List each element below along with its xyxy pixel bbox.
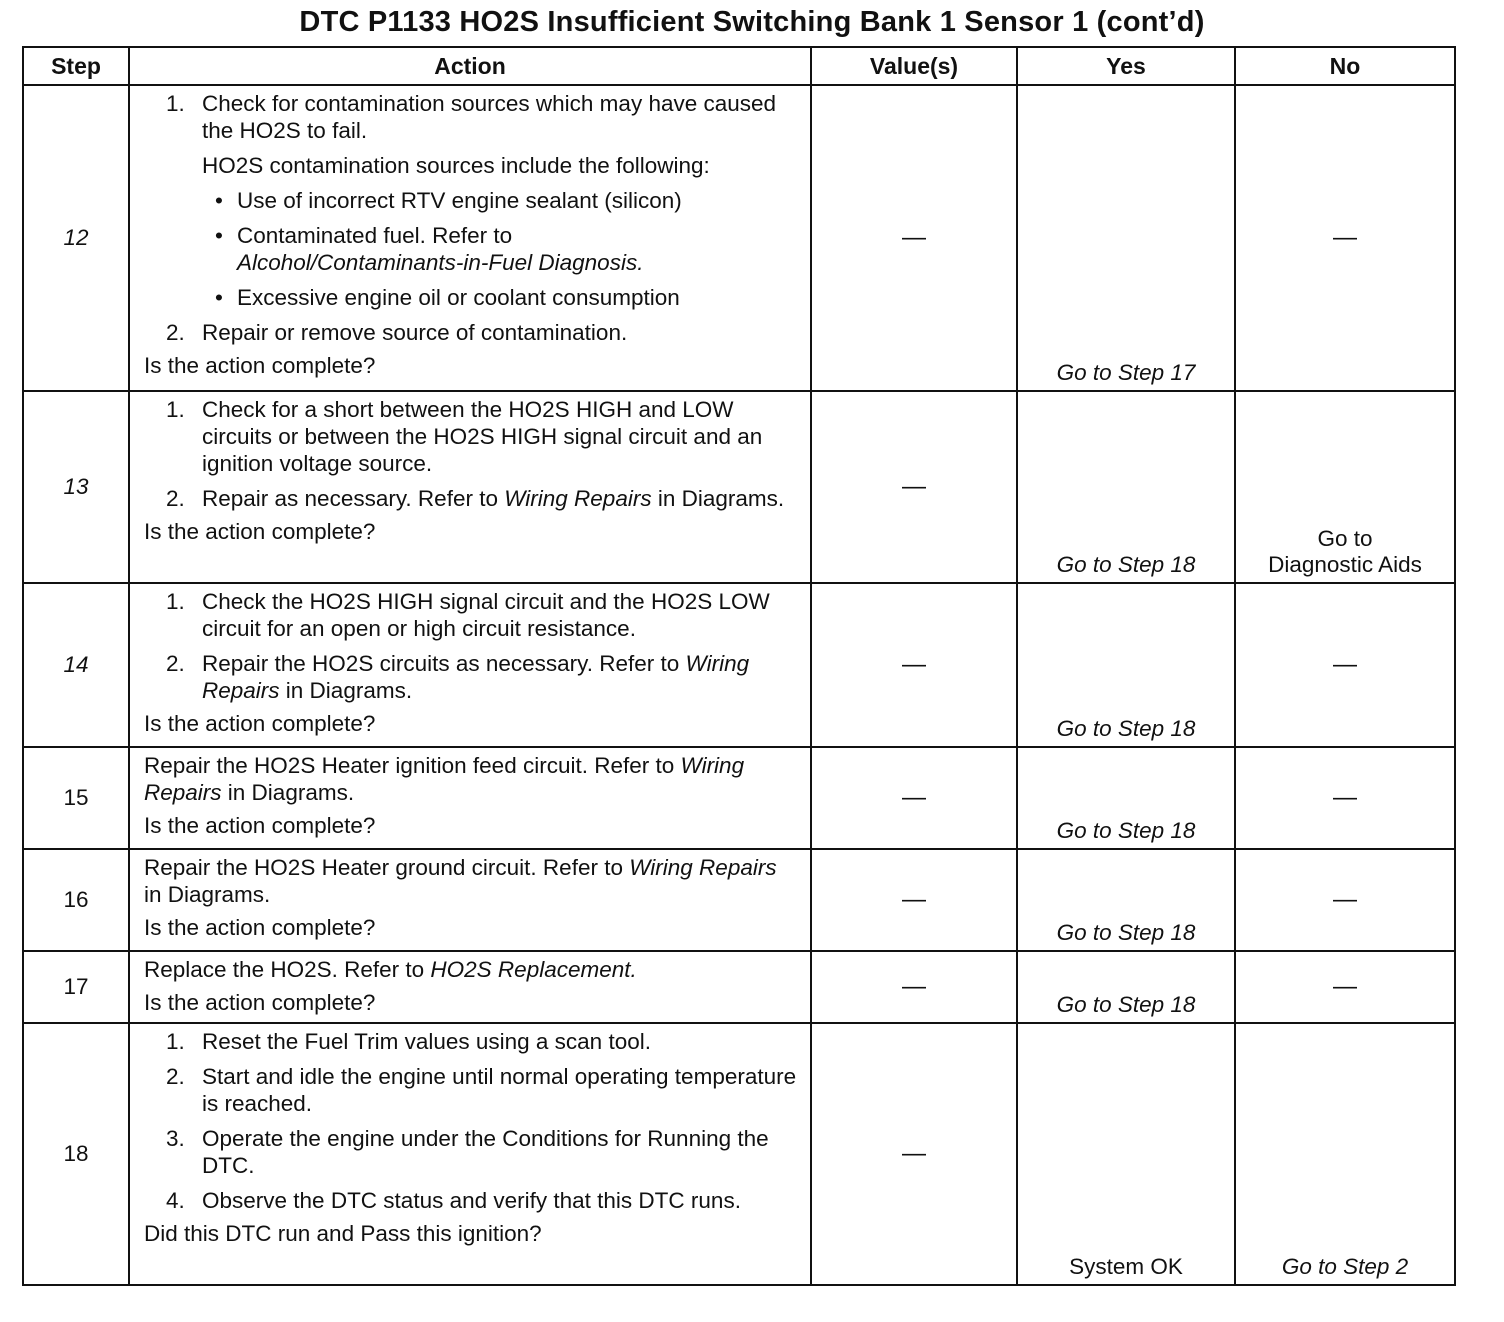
step-number: 18 xyxy=(23,1023,129,1285)
reference-link: HO2S Replacement. xyxy=(430,957,637,982)
value-cell: — xyxy=(811,1023,1017,1285)
no-cell: — xyxy=(1235,747,1455,849)
no-cell: — xyxy=(1235,583,1455,747)
no-cell: — xyxy=(1235,849,1455,951)
action-cell xyxy=(129,849,811,951)
value-cell: — xyxy=(811,747,1017,849)
value-cell: — xyxy=(811,391,1017,583)
action-cell xyxy=(129,1023,811,1285)
action-cell xyxy=(129,583,811,747)
table-row xyxy=(23,1023,1455,1285)
yes-cell: System OK xyxy=(1017,1023,1235,1285)
no-cell: — xyxy=(1235,85,1455,391)
header-values: Value(s) xyxy=(811,47,1017,85)
reference-link: Wiring Repairs xyxy=(504,486,652,511)
bullet-item: • Excessive engine oil or coolant consumption xyxy=(215,285,680,310)
yes-cell: Go to Step 18 xyxy=(1017,747,1235,849)
reference-link: Wiring Repairs xyxy=(144,753,745,805)
no-line: Go to xyxy=(1317,526,1373,551)
header-no: No xyxy=(1235,47,1455,85)
table-row xyxy=(23,583,1455,747)
header-row xyxy=(23,47,1455,85)
yes-cell: Go to Step 18 xyxy=(1017,849,1235,951)
no-cell: — xyxy=(1235,951,1455,1023)
action-item: 1. Check for contamination sources which may have caused the HO2S to fail. xyxy=(166,91,777,143)
page-title: DTC P1133 HO2S Insufficient Switching Bank 1 Sensor 1 (cont’d) xyxy=(299,6,1205,38)
action-cell xyxy=(129,747,811,849)
value-cell: — xyxy=(811,951,1017,1023)
action-text: Repair the HO2S Heater ignition feed circuit. Refer to Wiring Repairs in Diagrams. xyxy=(144,753,745,805)
step-number: 16 xyxy=(23,849,129,951)
action-item: 1. Check the HO2S HIGH signal circuit and the HO2S LOW circuit for an open or high circuit resistance. xyxy=(166,589,770,641)
action-cell xyxy=(129,391,811,583)
table-row xyxy=(23,85,1455,391)
table-row xyxy=(23,849,1455,951)
reference-link: Alcohol/Contaminants-in-Fuel Diagnosis. xyxy=(237,250,644,275)
action-item: 2. Start and idle the engine until normal operating temperature is reached. xyxy=(166,1064,797,1116)
action-question: Is the action complete? xyxy=(144,990,376,1015)
action-question: Is the action complete? xyxy=(144,711,376,736)
action-item: 4. Observe the DTC status and verify that this DTC runs. xyxy=(166,1188,741,1213)
action-item: 1. Check for a short between the HO2S HIGH and LOW circuits or between the HO2S HIGH signal circuit and an ignition voltage source. xyxy=(166,397,763,476)
action-question: Is the action complete? xyxy=(144,519,376,544)
action-note: HO2S contamination sources include the following: xyxy=(202,153,710,178)
action-question: Is the action complete? xyxy=(144,813,376,838)
action-item: 1. Reset the Fuel Trim values using a scan tool. xyxy=(166,1029,651,1054)
action-item: 3. Operate the engine under the Conditions for Running the DTC. xyxy=(166,1126,769,1178)
reference-link: Wiring Repairs xyxy=(629,855,777,880)
step-number: 15 xyxy=(23,747,129,849)
value-cell: — xyxy=(811,583,1017,747)
action-question: Is the action complete? xyxy=(144,353,376,378)
action-item: 2. Repair the HO2S circuits as necessary. Refer to Wiring Repairs in Diagrams. xyxy=(166,651,750,703)
reference-link: Wiring Repairs xyxy=(202,651,750,703)
yes-cell: Go to Step 18 xyxy=(1017,951,1235,1023)
bullet-item: • Use of incorrect RTV engine sealant (silicon) xyxy=(215,188,682,213)
table-row xyxy=(23,391,1455,583)
header-action: Action xyxy=(129,47,811,85)
action-item: 2. Repair as necessary. Refer to Wiring Repairs in Diagrams. xyxy=(166,486,785,511)
action-text: Replace the HO2S. Refer to HO2S Replacement. xyxy=(144,957,637,982)
action-cell xyxy=(129,951,811,1023)
action-cell xyxy=(129,85,811,391)
no-cell xyxy=(1235,391,1455,583)
step-number: 14 xyxy=(23,583,129,747)
yes-cell: Go to Step 17 xyxy=(1017,85,1235,391)
table-row xyxy=(23,747,1455,849)
value-cell: — xyxy=(811,85,1017,391)
step-number: 13 xyxy=(23,391,129,583)
action-text: Repair the HO2S Heater ground circuit. Refer to Wiring Repairs in Diagrams. xyxy=(144,855,777,907)
header-step: Step xyxy=(23,47,129,85)
action-item: 2. Repair or remove source of contamination. xyxy=(166,320,628,345)
action-question: Is the action complete? xyxy=(144,915,376,940)
yes-cell: Go to Step 18 xyxy=(1017,391,1235,583)
action-question: Did this DTC run and Pass this ignition? xyxy=(144,1221,542,1246)
bullet-item: • Contaminated fuel. Refer to Alcohol/Contaminants-in-Fuel Diagnosis. xyxy=(215,223,644,275)
value-cell: — xyxy=(811,849,1017,951)
table-row xyxy=(23,951,1455,1023)
step-number: 17 xyxy=(23,951,129,1023)
diagnostic-table xyxy=(22,46,1456,1286)
no-cell: Go to Step 2 xyxy=(1235,1023,1455,1285)
header-yes: Yes xyxy=(1017,47,1235,85)
step-number: 12 xyxy=(23,85,129,391)
no-line: Diagnostic Aids xyxy=(1268,552,1422,577)
yes-cell: Go to Step 18 xyxy=(1017,583,1235,747)
